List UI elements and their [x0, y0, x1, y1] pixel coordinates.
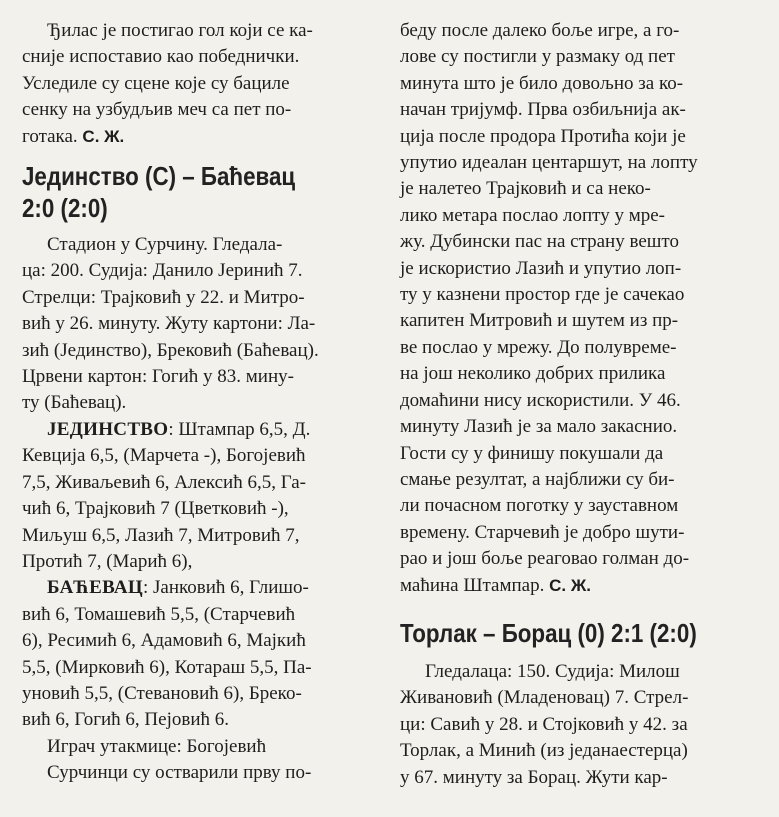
match-headline	[22, 160, 378, 224]
text-line: Играч утакмице: Богојевић	[47, 735, 267, 757]
text-line: је искористио Лазић и упутио лоп-	[400, 257, 682, 279]
text-line: Уследиле су сцене које су бациле	[22, 72, 290, 94]
left-column	[22, 18, 378, 787]
text-line: Миљуш 6,5, Лазић 7, Митровић 7,	[22, 524, 300, 546]
right-column	[400, 18, 760, 791]
text-line: уновић 5,5, (Стевановић 6), Бреко-	[22, 682, 302, 704]
text-line: лове су постигли у размаку од пет	[400, 46, 675, 68]
team2-lineup	[22, 575, 378, 733]
text-line: Црвени картон: Гогић у 83. мину-	[22, 366, 294, 388]
text-line: вић у 26. минуту. Жуту картони: Ла-	[22, 313, 316, 335]
text-line: Гости су у финишу покушали да	[400, 442, 664, 464]
headline-line: 2:0 (2:0)	[22, 193, 108, 224]
text-line: у 67. минуту за Борац. Жути кар-	[400, 766, 668, 788]
text-line: Стрелци: Трајковић у 22. и Митро-	[22, 286, 305, 308]
text-line: капитен Митровић и шутем из пр-	[400, 310, 679, 332]
team-name: БАЋЕВАЦ	[47, 577, 143, 599]
text-line: на још неколико добрих прилика	[400, 363, 666, 385]
intro-paragraph	[22, 18, 378, 150]
text-line: минута што је било довољно за ко-	[400, 72, 684, 94]
text-line: вић 6, Гогић 6, Пејовић 6.	[22, 709, 229, 731]
text-line: Кевција 6,5, (Марчета -), Богојевић	[22, 445, 306, 467]
text-line: 5,5, (Мирковић 6), Котараш 5,5, Па-	[22, 656, 312, 678]
text-line: ту (Баћевац).	[22, 392, 127, 414]
text-line: начан тријумф. Прва озбиљнија ак-	[400, 99, 686, 121]
text-line: чић 6, Трајковић 7 (Цветковић -),	[22, 498, 289, 520]
text-line: готака.	[22, 125, 78, 147]
text-line: Протић 7, (Марић 6),	[22, 550, 193, 572]
text-line: Гледалаца: 150. Судија: Милош	[425, 660, 680, 682]
text-line: Живановић (Младеновац) 7. Стрел-	[400, 687, 689, 709]
text-line: минуту Лазић је за мало закаснио.	[400, 416, 678, 438]
text-line: 6), Ресимић 6, Адамовић 6, Мајкић	[22, 630, 306, 652]
text-line: смање резултат, а најближи су би-	[400, 468, 675, 490]
text-line: домаћини нису искористили. У 46.	[400, 389, 681, 411]
text-line: Ђилас је постигао гол који се ка-	[47, 20, 313, 41]
text-line: : Јанковић 6, Глишо-	[142, 577, 309, 599]
text-line: ве послао у мрежу. До полувреме-	[400, 336, 677, 358]
text-line: рао и још боље реаговао голман до-	[400, 548, 690, 570]
author-signature: С. Ж.	[549, 575, 591, 595]
text-line: ци: Савић у 28. и Стојковић у 42. за	[400, 713, 688, 735]
text-line: упутио идеалан центаршут, на лопту	[400, 152, 698, 174]
text-line: маћина Штампар.	[400, 574, 545, 596]
text-line: беду после далеко боље игре, а го-	[400, 20, 680, 41]
text-line: жу. Дубински пас на страну вешто	[400, 231, 679, 253]
text-line: лико метара послао лопту у мре-	[400, 204, 665, 226]
team-name: ЈЕДИНСТВО	[47, 418, 169, 440]
text-line: ли почасном поготку у зауставном	[400, 495, 679, 517]
match-facts	[400, 659, 760, 791]
text-line: сније испоставио као победнички.	[22, 46, 300, 68]
text-line: вић 6, Томашевић 5,5, (Старчевић	[22, 603, 296, 625]
headline-line: Јединство (С) – Баћевац	[22, 161, 296, 192]
match-report-continued	[400, 18, 760, 599]
text-line: Сурчинци су остварили прву по-	[47, 762, 312, 784]
text-line: је налетео Трајковић и са неко-	[400, 178, 651, 200]
text-line: 7,5, Живаљевић 6, Алексић 6,5, Га-	[22, 471, 306, 493]
text-line: ту у казнени простор где је сачекао	[400, 284, 685, 306]
text-line: Стадион у Сурчину. Гледала-	[47, 234, 283, 256]
text-line: : Штампар 6,5, Д.	[168, 418, 311, 440]
match-headline: Торлак – Борац (0) 2:1 (2:0)	[400, 617, 697, 648]
team1-lineup	[22, 417, 378, 575]
match-report-start	[22, 760, 378, 786]
text-line: зић (Јединство), Брековић (Баћевац).	[22, 339, 319, 361]
match-facts	[22, 232, 378, 417]
text-line: времену. Старчевић је добро шути-	[400, 521, 685, 543]
author-signature: С. Ж.	[82, 126, 125, 146]
text-line: Торлак, а Минић (из једанаестерца)	[400, 740, 688, 762]
text-line: ција после продора Протића који је	[400, 125, 686, 147]
text-line: сенку на узбудљив меч са пет по-	[22, 99, 292, 121]
text-line: ца: 200. Судија: Данило Јеринић 7.	[22, 260, 303, 282]
player-of-match	[22, 734, 378, 760]
